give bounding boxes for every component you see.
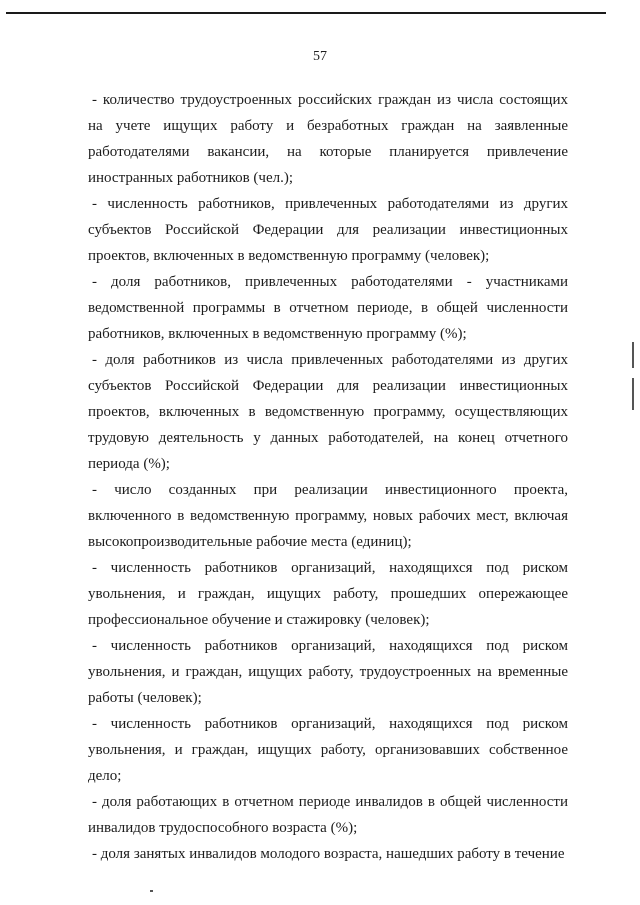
list-item: - численность работников организаций, находящихся под риском увольнения, и граждан, ищущих работу, организовавших собственное дело;: [88, 716, 568, 784]
list-item: - доля работающих в отчетном периоде инвалидов в общей численности инвалидов трудоспособного возраста (%);: [88, 794, 568, 836]
page-number: 57: [313, 49, 327, 64]
scan-artifact: [632, 378, 634, 410]
list-item: - число созданных при реализации инвестиционного проекта, включенного в ведомственную программу, новых рабочих мест, включая высокопроизводительные рабочие места (единиц);: [88, 482, 568, 550]
scan-artifact: [150, 890, 153, 892]
list-item: - доля работников из числа привлеченных работодателями из других субъектов Российской Федерации для реализации инвестиционных проектов, включенных в ведомственную программу, осуществляющих трудовую деятельность у данных работодателей, на конец отчетного периода (%);: [88, 352, 568, 472]
list-item: - количество трудоустроенных российских граждан из числа состоящих на учете ищущих работу и безработных граждан на заявленные работодателями вакансии, на которые планируется привлечение иностранных работников (чел.);: [88, 92, 568, 186]
document-body: [88, 87, 568, 867]
list-item: - численность работников организаций, находящихся под риском увольнения, и граждан, ищущих работу, трудоустроенных на временные работы (человек);: [88, 638, 568, 706]
header-rule: [6, 12, 606, 14]
list-item: - численность работников организаций, находящихся под риском увольнения, и граждан, ищущих работу, прошедших опережающее профессиональное обучение и стажировку (человек);: [88, 560, 568, 628]
list-item: - доля работников, привлеченных работодателями - участниками ведомственной программы в отчетном периоде, в общей численности работников, включенных в ведомственную программу (%);: [88, 274, 568, 342]
list-item: - численность работников, привлеченных работодателями из других субъектов Российской Федерации для реализации инвестиционных проектов, включенных в ведомственную программу (человек);: [88, 196, 568, 264]
list-item: - доля занятых инвалидов молодого возраста, нашедших работу в течение: [92, 846, 565, 862]
scan-artifact: [632, 342, 634, 368]
